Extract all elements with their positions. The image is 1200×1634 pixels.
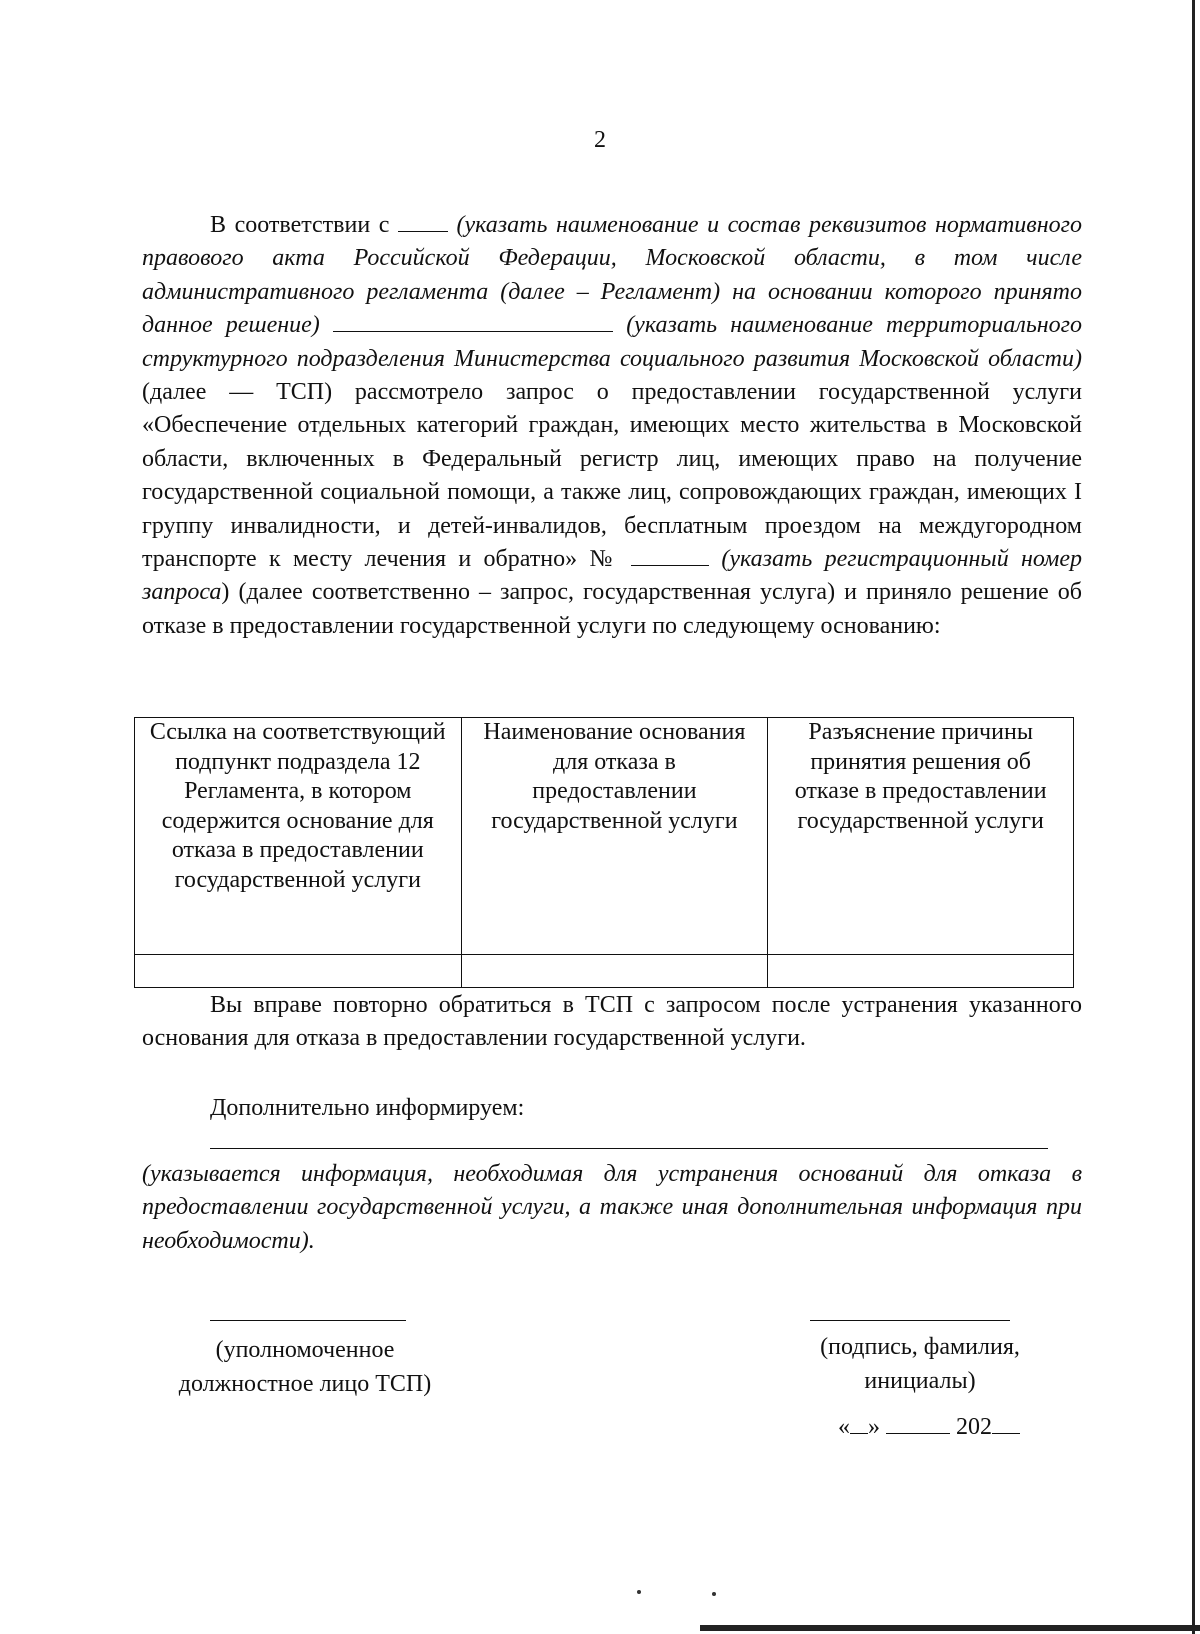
date-year-prefix: 202 (956, 1414, 992, 1440)
scan-edge-right (1192, 0, 1195, 1634)
signature-name-line2: инициалы) (864, 1368, 976, 1394)
paragraph-reapply: Вы вправе повторно обратиться в ТСП с запросом после устранения указанного основания для отказа в предоставлении государственной услуги. (142, 992, 1082, 1052)
scan-speck (712, 1592, 716, 1596)
additional-info-line (210, 1148, 1048, 1149)
para1-hint-department: (указать наименование территориального структурного подразделения Министерства социального развития Московской области) (142, 312, 1083, 372)
scan-speck (637, 1590, 641, 1594)
para1-text-3: ) (далее соответственно – запрос, государственная услуга) и приняло решение об отказе в предоставлении государственной услуги по следующему основанию: (142, 579, 1082, 639)
table-header-reference: Ссылка на соответствующий подпункт подраздела 12 Регламента, в котором содержится основание для отказа в предоставлении государственной услуги (135, 718, 462, 955)
date-field (838, 1410, 1020, 1444)
para1-text-1: В соответствии с (210, 212, 398, 238)
scan-edge-bottom (700, 1625, 1200, 1631)
signature-name-line1: (подпись, фамилия, (820, 1334, 1020, 1360)
para1-hint-act: (указать наименование и состав реквизитов нормативного правового акта Российской Федерации, Московской области, в том числе административного регламента (далее – Регламент) на основании которого принято данное решение) (142, 212, 1082, 339)
table-cell (768, 955, 1074, 988)
table-cell (461, 955, 768, 988)
signature-name-caption (780, 1330, 1060, 1398)
page-number: 2 (594, 127, 606, 153)
para1-text-2: (далее — ТСП) рассмотрело запрос о предоставлении государственной услуги «Обеспечение отдельных категорий граждан, имеющих место жительства в Московской области, включенных в Федеральный регистр лиц, имеющих право на получение государственной социальной помощи, а также лиц, сопровождающих граждан, имеющих I группу инвалидности, и детей-инвалидов, бесплатным проездом на междугородном транспорте к месту лечения и обратно» № (142, 379, 1082, 573)
fill-blank-department (333, 311, 613, 332)
additional-info-label: Дополнительно информируем: (210, 1095, 525, 1121)
paragraph-info-hint: (указывается информация, необходимая для устранения оснований для отказа в предоставлении государственной услуги, а также иная дополнительная информация при необходимости). (142, 1161, 1082, 1254)
date-year-blank (992, 1411, 1020, 1434)
signature-official-line2: должностное лицо ТСП) (178, 1371, 432, 1397)
fill-blank-act (398, 211, 448, 232)
refusal-reason-table (134, 717, 1074, 988)
date-close-quote: » (868, 1414, 880, 1440)
signature-line-name (810, 1320, 1010, 1321)
signature-official-caption (150, 1333, 460, 1401)
date-day-blank (850, 1411, 868, 1434)
fill-blank-request-number (631, 545, 709, 566)
signature-official-line1: (уполномоченное (215, 1337, 395, 1363)
date-open-quote: « (838, 1414, 850, 1440)
paragraph-decision (142, 209, 1082, 643)
table-header-reason-name: Наименование основания для отказа в предоставлении государственной услуги (461, 718, 768, 955)
table-header-row (135, 718, 1074, 955)
table-header-explanation: Разъяснение причины принятия решения об отказе в предоставлении государственной услуги (768, 718, 1074, 955)
signature-line-official (210, 1320, 406, 1321)
table-cell (135, 955, 462, 988)
date-month-blank (886, 1411, 950, 1434)
table-row (135, 955, 1074, 988)
para1-hint-request-number: (указать регистрационный номер запроса (142, 546, 1082, 606)
